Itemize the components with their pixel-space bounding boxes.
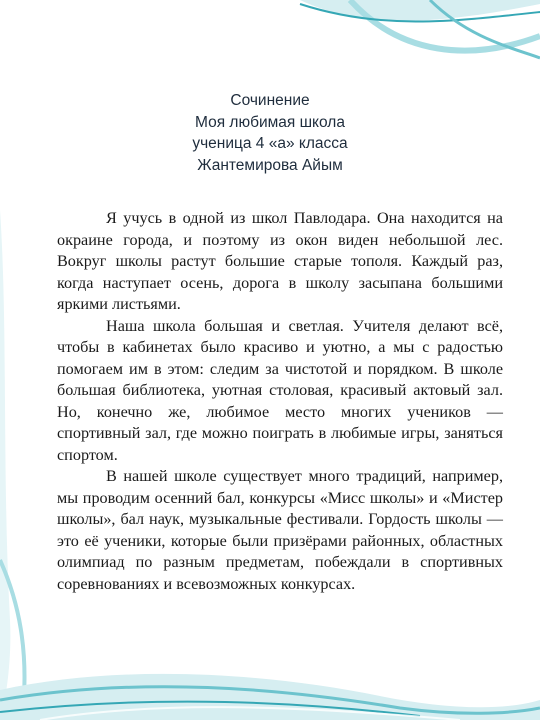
essay-body <box>57 208 503 595</box>
paragraph-2: Наша школа большая и светлая. Учителя делают всё, чтобы в кабинетах было красиво и уютно, а мы с радостью помогаем им в этом: следим за чистотой и порядком. В школе большая библиотека, уютная столовая, красивый актовый зал. Но, конечно же, любимое место многих учеников — спортивный зал, где можно поиграть в любимые игры, заняться спортом. <box>57 316 503 464</box>
paragraph-3: В нашей школе существует много традиций, например, мы проводим осенний бал, конкурсы «Мисс школы» и «Мистер школы», бал наук, музыкальные фестивали. Гордость школы — это её ученики, которые были призёрами районных, областных олимпиад по разным предметам, побеждали в спортивных соревнованиях и всевозможных конкурсах. <box>57 467 503 593</box>
essay-title: Моя любимая школа <box>195 113 345 131</box>
author-class: ученица 4 «а» класса <box>192 135 348 152</box>
essay-genre: Сочинение <box>230 92 310 109</box>
paragraph-1: Я учусь в одной из школ Павлодара. Она находится на окраине города, и поэтому из окон виден небольшой лес. Вокруг школы растут большие старые тополя. Каждый раз, когда наступает осень, дорога в школу засыпана большими яркими листьями. <box>57 209 503 313</box>
author-name: Жантемирова Айым <box>197 156 343 174</box>
essay-header <box>0 90 540 176</box>
